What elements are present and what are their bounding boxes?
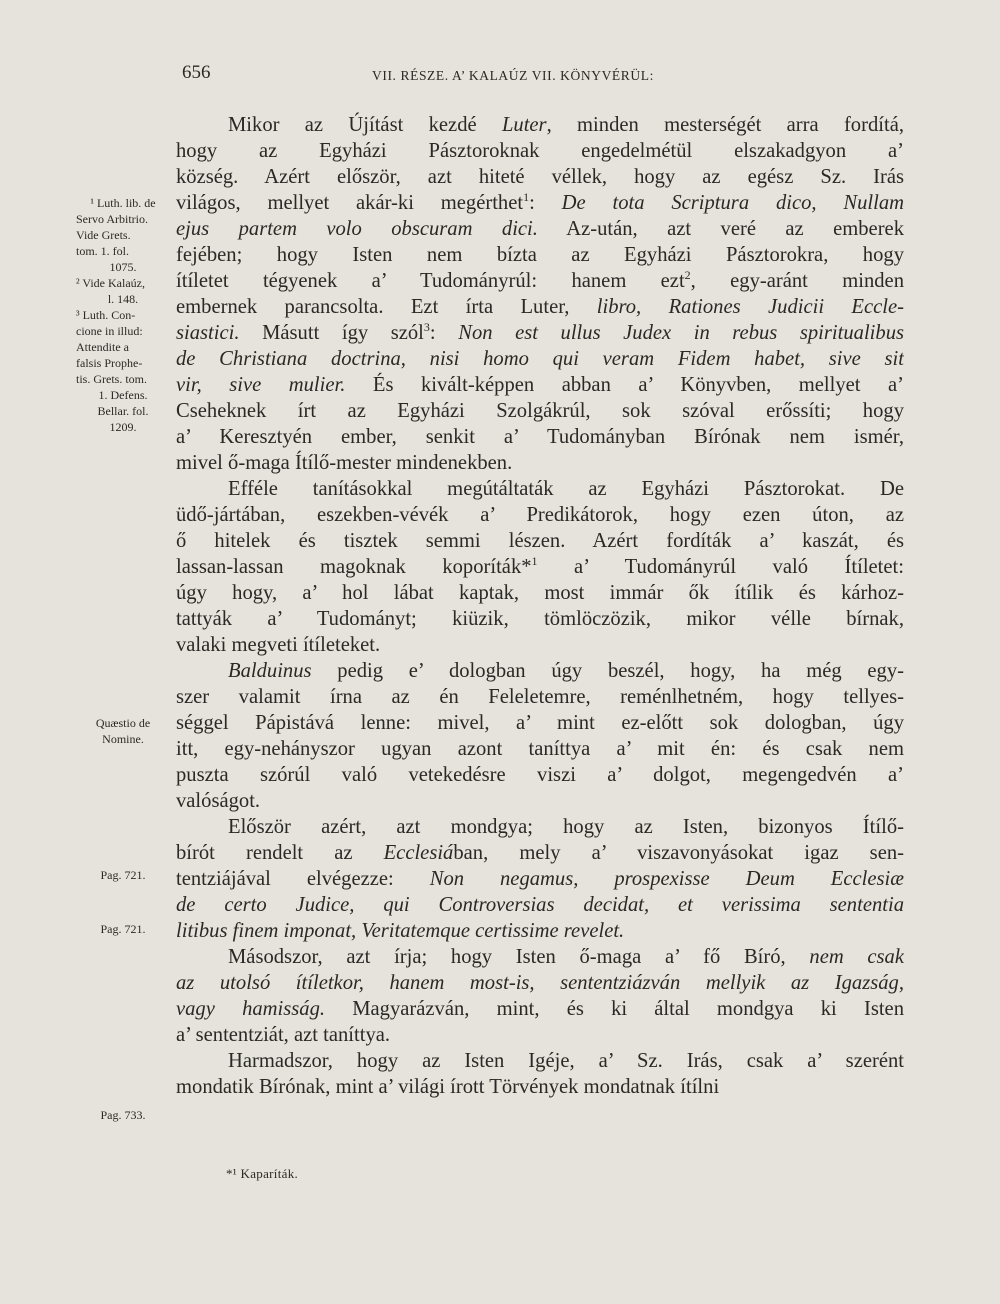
text-line: séggel Pápistává lenne: mivel, a’ mint ez-előtt sok dologban, úgy — [176, 712, 904, 734]
text-line: valóságot. — [176, 790, 261, 812]
margin-note-line: Pag. 721. — [100, 922, 146, 936]
text-line: Efféle tanításokkal megútáltaták az Egyházi Pásztorokat. De — [228, 478, 904, 500]
margin-note-line: Pag. 721. — [100, 868, 146, 882]
margin-note-line: ² Vide Kalaúz, — [76, 276, 145, 290]
margin-note-line: cione in illud: — [76, 324, 143, 338]
text-line: szer valamit írna az én Feleletemre, reménlhetném, hogy tellyes- — [176, 686, 904, 708]
margin-note-line: ³ Luth. Con- — [76, 308, 136, 322]
text-line: bírót rendelt az Ecclesiában, mely a’ viszavonyásokat igaz sen- — [176, 842, 904, 864]
text-line: valaki megveti ítíleteket. — [176, 634, 381, 656]
margin-note-line: Pag. 733. — [100, 1108, 146, 1122]
text-line: vagy hamisság. Magyarázván, mint, és ki által mondgya ki Isten — [176, 998, 904, 1020]
text-line: mivel ő-maga Ítílő-mester mindenekben. — [176, 452, 513, 474]
text-line: siastici. Másutt így szól$^3$: Non est ullus Judex in rebus spiritualibus — [176, 320, 904, 344]
text-line: Balduinus pedig e’ dologban úgy beszél, hogy, ha még egy- — [228, 660, 904, 682]
text-line: úgy hogy, a’ hol lábat kaptak, most immár ők ítílik és kárhoz- — [176, 582, 904, 604]
footnote: *¹ Kaparíták. — [226, 1166, 299, 1181]
margin-note-line: tis. Grets. tom. — [76, 372, 147, 386]
text-line: a’ sententziát, azt taníttya. — [176, 1024, 391, 1046]
text-line: tentziájával elvégezze: Non negamus, prospexisse Deum Ecclesiæ — [176, 868, 904, 890]
text-line: Mikor az Újítást kezdé Luter, minden mesterségét arra fordítá, — [228, 114, 904, 136]
margin-note-line: Quæstio de — [95, 716, 151, 730]
text-line: fejében; hogy Isten nem bízta az Egyházi Pásztorokra, hogy — [176, 244, 904, 266]
text-line: de certo Judice, qui Controversias decidat, et verissima sententia — [176, 894, 904, 916]
margin-note-line: Servo Arbitrio. — [76, 212, 148, 226]
text-line: Másodszor, azt írja; hogy Isten ő-maga a’ fő Bíró, nem csak — [228, 946, 904, 968]
text-line: mondatik Bírónak, mint a’ világi írott Törvények mondatnak ítílni — [176, 1076, 720, 1098]
text-line: ejus partem volo obscuram dici. Az-után, azt veré az emberek — [176, 218, 904, 240]
text-line: ítíletet tégyenek a’ Tudományrúl: hanem ezt$^2$, egy-aránt minden — [176, 268, 904, 292]
text-line: Harmadszor, hogy az Isten Igéje, a’ Sz. Irás, csak a’ szerént — [228, 1050, 904, 1072]
text-line: embernek parancsolta. Ezt írta Luter, libro, Rationes Judicii Eccle- — [176, 296, 904, 318]
text-line: Cseheknek írt az Egyházi Szolgákrúl, sok szóval erőssíti; hogy — [176, 400, 904, 422]
text-line: község. Azért először, azt hiteté véllek, hogy az egész Sz. Irás — [176, 166, 904, 188]
running-title: VII. RÉSZE. A’ KALAÚZ VII. KÖNYVÉRÜL: — [372, 68, 654, 83]
page-number: 656 — [182, 62, 211, 83]
margin-note-line: l. 148. — [107, 292, 139, 306]
text-line: hogy az Egyházi Pásztoroknak engedelmétül elszakadgyon a’ — [176, 140, 904, 162]
text-line: itt, egy-nehányszor ugyan azont taníttya a’ mit én: és csak nem — [176, 738, 904, 760]
text-line: de Christiana doctrina, nisi homo qui veram Fidem habet, sive sit — [176, 348, 904, 370]
text-line: litibus finem imponat, Veritatemque certissime revelet. — [176, 920, 625, 942]
text-line: világos, mellyet akár-ki megérthet$^1$: De tota Scriptura dico, Nullam — [176, 190, 904, 214]
margin-note-line: tom. 1. fol. — [76, 244, 129, 258]
margin-note-line: Nomine. — [102, 732, 144, 746]
margin-note-line: 1075. — [109, 260, 137, 274]
margin-note-line: falsis Prophe- — [76, 356, 143, 370]
text-line: lassan-lassan magoknak koporíták*$^1$ a’ Tudományrúl való Ítíletet: — [176, 554, 904, 578]
margin-note-line: Attendite a — [76, 340, 129, 354]
margin-note-line: 1209. — [109, 420, 137, 434]
margin-note-line: ¹ Luth. lib. de — [90, 196, 156, 210]
margin-note-line: Vide Grets. — [76, 228, 131, 242]
margin-note-line: Bellar. fol. — [97, 404, 149, 418]
text-line: üdő-jártában, eszekben-vévék a’ Predikátorok, hogy ezen úton, az — [176, 504, 904, 526]
text-line: ő hitelek és tisztek semmi lészen. Azért fordíták a’ kaszát, és — [176, 530, 904, 552]
text-line: Először azért, azt mondgya; hogy az Isten, bizonyos Ítílő- — [228, 816, 904, 838]
text-line: puszta szórúl való vetekedésre viszi a’ dolgot, megengedvén a’ — [176, 764, 904, 786]
text-line: tattyák a’ Tudományt; kiüzik, tömlöczözik, mikor vélle bírnak, — [176, 608, 904, 630]
text-line: a’ Keresztyén ember, senkit a’ Tudományban Bírónak nem ismér, — [176, 426, 904, 448]
text-line: vir, sive mulier. És kivált-képpen abban a’ Könyvben, mellyet a’ — [176, 374, 904, 396]
margin-note-line: 1. Defens. — [98, 388, 148, 402]
text-line: az utolsó ítíletkor, hanem most-is, sententziázván mellyik az Igazság, — [176, 972, 904, 994]
